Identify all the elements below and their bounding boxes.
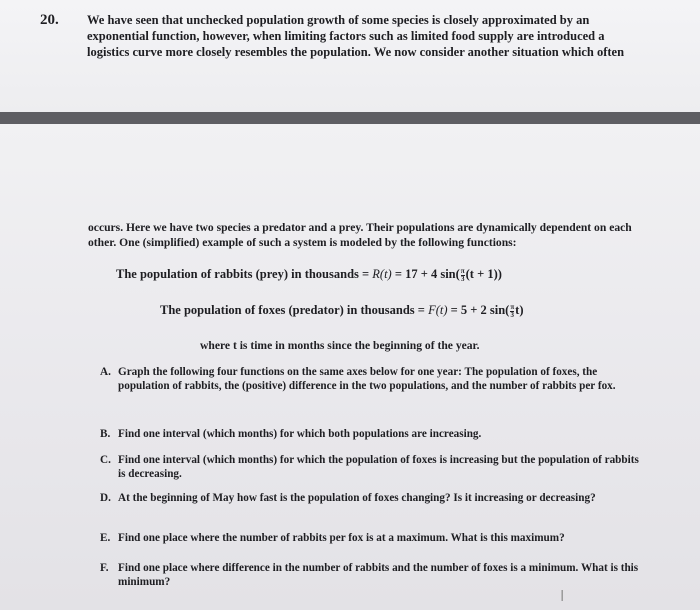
- sub-question-text: Find one interval (which months) for which both populations are increasing.: [118, 428, 482, 440]
- sub-question-text: At the beginning of May how fast is the population of foxes changing? Is it increasing or decreasing?: [118, 492, 596, 504]
- sub-question-letter: E.: [100, 532, 111, 544]
- sub-question-letter: B.: [100, 428, 111, 440]
- foxes-formula-lhs: F(t): [428, 303, 448, 317]
- sub-question-b: [100, 427, 640, 441]
- text-cursor-icon: I: [560, 587, 565, 605]
- rabbits-fraction-num: π: [460, 266, 465, 275]
- rabbits-formula-eq: = 17 + 4 sin(: [394, 267, 460, 281]
- sub-question-text: Find one interval (which months) for which the population of foxes is increasing but the population of rabbits is decreasing.: [118, 454, 639, 480]
- foxes-fraction-num: π: [510, 302, 515, 311]
- foxes-formula-eq: = 5 + 2 sin(: [450, 303, 510, 317]
- sub-question-text: Graph the following four functions on the same axes below for one year: The population of foxes, the population of rabbits, the (positive) difference in the two populations, and the number of rabbits per fox.: [118, 366, 616, 392]
- sub-question-letter: F.: [100, 562, 109, 574]
- page-gap-divider: [0, 112, 700, 124]
- question-intro: We have seen that unchecked population growth of some species is closely approximated by an exponential function, however, when limiting factors such as limited food supply are introduced a logistics curve more closely resembles the population. We now consider another situation which often: [87, 13, 625, 59]
- sub-question-text: Find one place where the number of rabbits per fox is at a maximum. What is this maximum?: [118, 532, 565, 544]
- sub-question-text: Find one place where difference in the number of rabbits and the number of foxes is a minimum. What is this minimum?: [118, 562, 639, 588]
- sub-question-e: [100, 531, 640, 545]
- foxes-formula-label: The population of foxes (predator) in thousands =: [160, 303, 425, 317]
- rabbits-formula-tail: (t + 1)): [465, 267, 502, 281]
- rabbits-formula-label: The population of rabbits (prey) in thousands =: [116, 267, 370, 281]
- rabbits-fraction-den: 3: [460, 274, 465, 283]
- sub-question-letter: A.: [100, 366, 111, 378]
- foxes-fraction-den: 3: [510, 310, 514, 319]
- sub-question-a: [100, 365, 640, 393]
- rabbits-formula-lhs: R(t): [372, 267, 392, 281]
- sub-question-letter: D.: [100, 492, 111, 504]
- time-note: where t is time in months since the beginning of the year.: [200, 339, 480, 352]
- question-number: 20.: [40, 12, 59, 28]
- question-intro-continued: occurs. Here we have two species a predator and a prey. Their populations are dynamically dependent on each other. One (simplified) example of such a system is modeled by the following functions:: [88, 221, 632, 249]
- sub-question-c: [100, 453, 640, 481]
- sub-question-letter: C.: [100, 454, 111, 466]
- foxes-fraction: [510, 304, 514, 319]
- rabbits-formula: [116, 267, 502, 283]
- rabbits-fraction: [461, 268, 465, 283]
- foxes-formula-tail: t): [515, 303, 524, 317]
- sub-question-d: [100, 491, 640, 505]
- sub-question-f: [100, 561, 640, 589]
- foxes-formula: [160, 303, 524, 319]
